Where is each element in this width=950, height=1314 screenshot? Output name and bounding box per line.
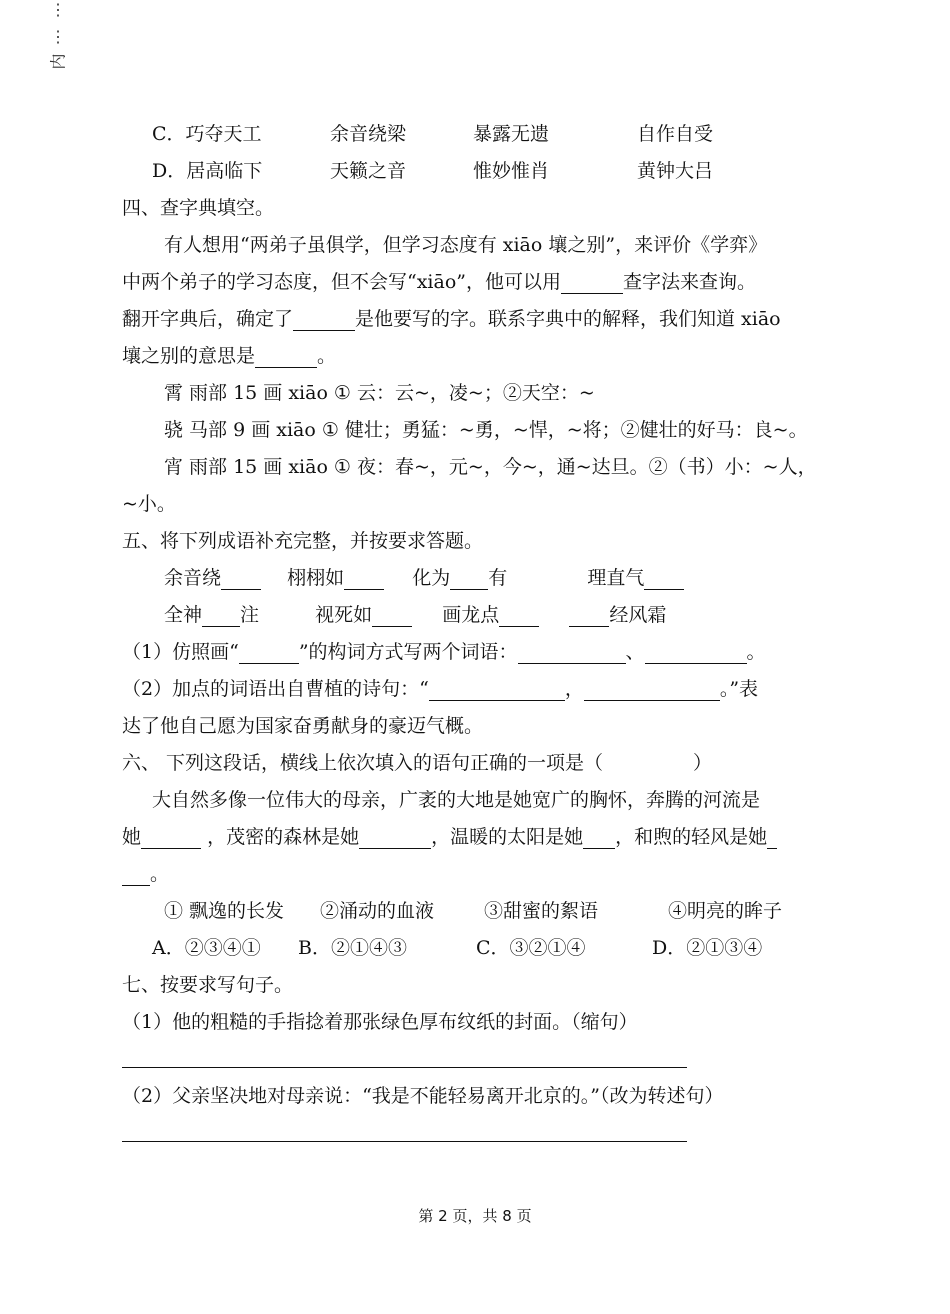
q6-title-text: 六、 下列这段话，横线上依次填入的语句正确的一项是（ [122,752,604,774]
q6-blank-3[interactable] [583,826,615,849]
q5-sub-2a: （2）加点的词语出自曹植的诗句：“ [122,678,429,700]
idiom-3-text-b: 有 [488,567,508,589]
idiom-row-1 [122,560,834,597]
q4-para-4b: 。 [317,345,337,367]
idiom-2-blank[interactable] [344,567,384,590]
q6-blank-2[interactable] [359,826,431,849]
idiom-8-text: 经风霜 [609,604,667,626]
q6-item-1: ① 飘逸的长发 [164,900,285,922]
q5-sub-1-word1-blank[interactable] [518,641,626,664]
option-c-c: 暴露无遗 [473,123,550,145]
q6-para-3 [122,856,834,893]
q4-para-3a: 翻开字典后，确定了 [122,308,294,330]
q4-para-4 [122,338,834,375]
q6-item-4: ④明亮的眸子 [668,900,783,922]
idiom-3-blank[interactable] [450,567,488,590]
q6-para-1: 大自然多像一位伟大的母亲，广袤的大地是她宽广的胸怀，奔腾的河流是 [152,789,761,811]
q5-sub-1-pattern-blank[interactable] [239,641,299,664]
q6-blank-1[interactable] [141,826,201,849]
q4-blank-method[interactable] [561,271,623,294]
q4-blank-char[interactable] [293,308,355,331]
idiom-1-text: 余音绕 [164,567,222,589]
margin-dots-bottom: ⋮ [50,27,66,46]
q6-para-3-text: 。 [150,863,170,885]
q5-sub-1c: 、 [625,641,645,663]
q4-para-2a: 中两个弟子的学习态度，但不会写“xiāo”，他可以用 [122,271,561,293]
dict-entry-3-cont: ~小。 [122,493,176,515]
q5-sub-1a: （1）仿照画“ [122,641,239,663]
option-c-d: 自作自受 [637,123,714,145]
q4-para-2 [122,264,834,301]
q4-para-4a: 壤之别的意思是 [122,345,256,367]
q5-sub-1d: 。 [746,641,766,663]
idiom-6-blank[interactable] [372,604,412,627]
dict-entry-2: 骁 马部 9 画 xiāo ① 健壮；勇猛：~勇，~悍，~将；②健壮的好马：良~。 [164,419,808,441]
option-d-c: 惟妙惟肖 [473,160,550,182]
q5-sub-2-line1-blank[interactable] [429,678,565,701]
q6-choice-b[interactable]: B．②①④③ [298,937,407,959]
q5-sub-2 [122,671,834,708]
q4-para-2b: 查字法来查询。 [623,271,757,293]
q5-title: 五、将下列成语补充完整，并按要求答题。 [122,530,484,552]
q6-para-2c: ，温暖的太阳是她 [431,826,584,848]
q6-choice-c[interactable]: C．③②①④ [476,937,586,959]
q6-blank-4b[interactable] [122,863,150,886]
q6-para-2a: 她 [122,826,142,848]
q6-title [122,745,834,782]
option-d-d: 黄钟大吕 [637,160,714,182]
q6-choice-a[interactable]: A．②③④① [152,937,261,959]
q5-sub-1 [122,634,834,671]
margin-char: 内 [48,53,68,70]
idiom-row-2 [122,597,834,634]
idiom-8-blank[interactable] [569,604,609,627]
q7-sub-1: （1）他的粗糙的手指捻着那张绿色厚布纹纸的封面。（缩句） [122,1011,638,1033]
q7-title: 七、按要求写句子。 [122,974,294,996]
q7-answer-line-1[interactable] [122,1041,834,1078]
binding-margin-mark [48,0,68,71]
idiom-6-text: 视死如 [315,604,373,626]
idiom-5-text-b: 注 [240,604,260,626]
q5-sub-2-line2-blank[interactable] [584,678,720,701]
q5-sub-2-cont: 达了他自己愿为国家奋勇献身的豪迈气概。 [122,715,484,737]
page-footer: 第 2 页，共 8 页 [418,1207,532,1225]
q5-sub-1b: ”的构词方式写两个词语： [298,641,518,663]
q6-item-3: ③甜蜜的絮语 [484,900,599,922]
q4-blank-meaning[interactable] [255,345,317,368]
option-row-d [122,153,834,190]
q6-title-end: ） [693,752,713,774]
q6-choice-d[interactable]: D．②①③④ [652,937,763,959]
q6-para-2d: ，和煦的轻风是她 [615,826,768,848]
q6-para-2 [122,819,834,856]
option-d-label: D．居高临下 [152,160,263,182]
q6-blank-4a[interactable] [767,826,777,849]
dict-entry-1: 霄 雨部 15 画 xiāo ① 云：云~，凌~；②天空：~ [164,382,595,404]
idiom-1-blank[interactable] [221,567,261,590]
q6-items [122,893,834,930]
q4-para-1: 有人想用“两弟子虽俱学，但学习态度有 xiāo 壤之别”，来评价《学弈》 [164,234,768,256]
q6-para-2b: ，茂密的森林是她 [207,826,360,848]
q6-item-2: ②涌动的血液 [320,900,435,922]
q7-sub-2: （2）父亲坚决地对母亲说：“我是不能轻易离开北京的。”（改为转述句） [122,1085,724,1107]
q4-para-3b: 是他要写的字。联系字典中的解释，我们知道 xiāo [355,308,781,330]
idiom-5-blank[interactable] [202,604,240,627]
idiom-7-blank[interactable] [499,604,539,627]
idiom-4-blank[interactable] [644,567,684,590]
dict-entry-3: 宵 雨部 15 画 xiāo ① 夜：春~，元~，今~，通~达旦。②（书）小：~人， [164,456,817,478]
idiom-2-text: 栩栩如 [287,567,345,589]
idiom-4-text: 理直气 [587,567,645,589]
option-c-label: C．巧夺天工 [152,123,262,145]
q4-para-3 [122,301,834,338]
option-d-b: 天籁之音 [330,160,407,182]
q5-sub-2b: ， [564,678,584,700]
idiom-7-text: 画龙点 [442,604,500,626]
idiom-3-text-a: 化为 [412,567,451,589]
idiom-5-text-a: 全神 [164,604,203,626]
option-c-b: 余音绕梁 [330,123,407,145]
page-content [122,116,834,1152]
q5-sub-1-word2-blank[interactable] [645,641,747,664]
margin-dots-top: ⋮ [50,0,66,19]
q7-answer-line-2[interactable] [122,1115,834,1152]
q5-sub-2c: 。”表 [719,678,759,700]
q6-choices [122,930,834,967]
option-row-c [122,116,834,153]
q4-title: 四、查字典填空。 [122,197,275,219]
